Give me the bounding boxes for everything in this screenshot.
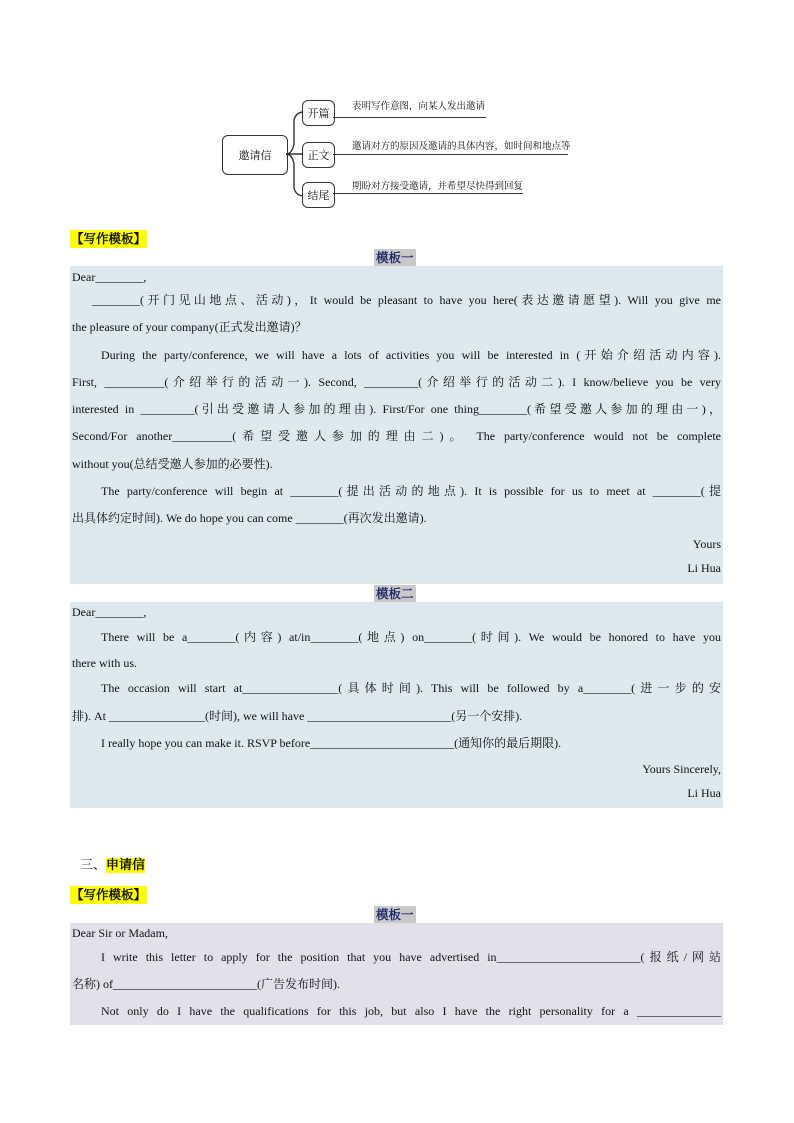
template-line: interested in _________(引出受邀请人参加的理由). First/For one thing________(希望受邀人参加的理由一)， bbox=[72, 402, 721, 416]
mindmap-branch-text: 表明写作意图，向某人发出邀请 bbox=[352, 101, 486, 112]
template-line: Second/For another__________(希望受邀人参加的理由二)。 The party/conference would not be complete bbox=[72, 429, 721, 443]
mindmap-underline bbox=[333, 193, 523, 194]
template-line: 排). At ________________(时间), we will have ________________________(另一个安排). bbox=[72, 709, 523, 723]
template-line: Dear________, bbox=[72, 270, 147, 284]
mindmap-branch-text: 邀请对方的原因及邀请的具体内容，如时间和地点等 bbox=[352, 141, 571, 152]
template-panel bbox=[70, 266, 723, 584]
template-line: Dear Sir or Madam, bbox=[72, 926, 168, 940]
template-line: 名称) of________________________(广告发布时间). bbox=[72, 977, 340, 991]
template-line: I write this letter to apply for the position that you have advertised in________________________(报纸/网站 bbox=[101, 950, 721, 964]
template-line: 出具体约定时间). We do hope you can come ________(再次发出邀请). bbox=[72, 511, 427, 525]
template-signoff: Yours bbox=[692, 537, 721, 551]
mindmap-root bbox=[222, 135, 288, 175]
writing-template-tag: 【写作模板】 bbox=[71, 887, 147, 902]
section-title: 申请信 bbox=[106, 858, 146, 873]
section-number: 三、 bbox=[80, 858, 107, 873]
template-line: The occasion will start at________________(具体时间). This will be followed by a________(进一步的安 bbox=[101, 681, 721, 695]
template-title: 模板二 bbox=[376, 586, 414, 601]
template-signature: Li Hua bbox=[687, 786, 721, 800]
template-line: there with us. bbox=[72, 656, 137, 670]
template-signoff: Yours Sincerely, bbox=[642, 762, 721, 776]
mindmap-branch-closing: 结尾 bbox=[302, 182, 335, 208]
template-title: 模板一 bbox=[376, 907, 414, 922]
template-panel bbox=[70, 923, 723, 1025]
mindmap-branch-body: 正文 bbox=[302, 142, 335, 168]
mindmap-branch-text: 期盼对方接受邀请，并希望尽快得到回复 bbox=[352, 181, 524, 192]
template-line: First, __________(介绍举行的活动一). Second, _________(介绍举行的活动二). I know/believe you be very bbox=[72, 375, 721, 389]
writing-template-tag: 【写作模板】 bbox=[71, 231, 147, 246]
template-line: The party/conference will begin at ________(提出活动的地点). It is possible for us to meet at ________(提 bbox=[101, 484, 721, 498]
template-line: without you(总结受邀人参加的必要性). bbox=[72, 457, 273, 471]
section-heading bbox=[80, 857, 145, 875]
template-line: There will be a________(内容) at/in________(地点) on________(时间). We would be honored to have you bbox=[101, 630, 721, 644]
template-line: Not only do I have the qualifications for this job, but also I have the right personality for a ______________ bbox=[101, 1004, 721, 1018]
template-line: During the party/conference, we will have a lots of activities you will be interested in (开始介绍活动内容). bbox=[101, 348, 721, 362]
template-line: Dear________, bbox=[72, 605, 147, 619]
mindmap-underline bbox=[333, 154, 568, 155]
mindmap-root-label: 邀请信 bbox=[238, 149, 272, 162]
template-line: the pleasure of your company(正式发出邀请)？ bbox=[72, 320, 307, 334]
mindmap-underline bbox=[333, 117, 486, 118]
template-line: ________(开门见山地点、活动)，It would be pleasant to have you here(表达邀请愿望). Will you give me bbox=[92, 293, 721, 307]
template-title: 模板一 bbox=[376, 250, 414, 265]
template-line: I really hope you can make it. RSVP before________________________(通知你的最后期限). bbox=[101, 736, 562, 750]
template-signature: Li Hua bbox=[687, 561, 721, 575]
template-panel bbox=[70, 602, 723, 808]
mindmap-branch-opening: 开篇 bbox=[302, 100, 335, 126]
